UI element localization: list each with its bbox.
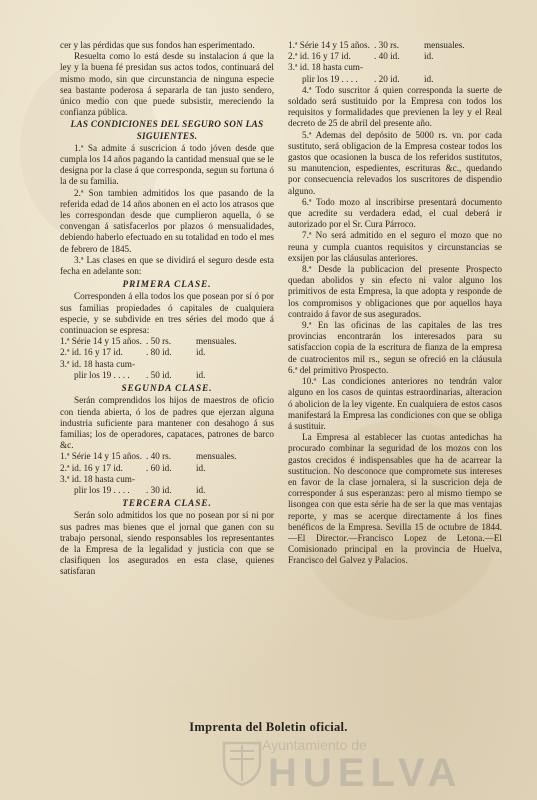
condition-10: 10.ª Las condiciones anteriores no tendrán valor alguno en los casos de quintas estraordinarias, alteracion ó abolicion de la ley vigente. En cualquiera de estos casos manifestará la Empresa las condiciones con que se obliga á sustituir.: [288, 376, 502, 431]
rate-row: plir los 19 . . . . . 50 id. id.: [74, 369, 206, 380]
class-description: Serán comprendidos los hijos de maestros de oficio con tienda abierta, ó los de padres que ejerzan alguna industria suficiente para mantener con desahogo á sus familias; los de operadores, capataces, patrones de barco &c.: [60, 395, 274, 451]
condition-5: 5.ª Ademas del depósito de 5000 rs. vn. por cada sustituto, será obligacion de la Empresa costear todos los gastos que ocasionen la busca de los referidos sustitutos, su manutencion, espedientes, escrituras &c., quedando por consecuencia relevados los suscritores de dispendio alguno.: [288, 129, 502, 196]
paragraph: cer y las pérdidas que sus fondos han esperimentado.: [60, 40, 255, 50]
text-columns: [60, 40, 503, 720]
condition-2: 2.ª Son tambien admitidos los que pasando de la referida edad de 14 años abonen en el acto los atrasos que les correspondan desde que cumplieron aquella, ó se convengan á satisfacerlos por plazos ó mensualidades, debiendo haberlo efectuado en su totalidad en todo el mes de febrero de 1845.: [60, 187, 274, 254]
class-heading: TERCERA CLASE.: [122, 498, 212, 509]
class-description: Serán solo admitidos los que no posean por sí ni por sus padres mas bienes que el jornal que ganen con su trabajo personal, siendo responsables los representantes de la Empresa de la legalidad y justicia con que se clasifiquen los asegurados en esta clase, quienes satisfaran: [60, 510, 274, 577]
condition-1: 1.ª Sa admite á suscricion á todo jóven desde que cumpla los 14 años pagando la cantidad mensual que se le designa por la clase á que corresponda, segun su fortuna ó la de su familia.: [60, 142, 274, 187]
condition-3: 3.ª Las clases en que se dividirá el seguro desde esta fecha en adelante son:: [60, 254, 274, 277]
right-column: [288, 40, 502, 720]
rate-row: 1.ª Série 14 y 15 años. . 30 rs. mensuales.: [288, 40, 465, 50]
condition-4: 4.ª Todo suscritor á quien corresponda la suerte de soldado será sustituido por la Empresa con todos los requisitos y formalidades que previenen la ley y el Real decreto de 25 de abril del presente año.: [288, 84, 502, 129]
watermark-main: HUELVA: [268, 751, 463, 795]
rate-row: 3.ª id. 18 hasta cum-: [288, 62, 363, 73]
rate-table: [60, 336, 274, 381]
rate-table: [60, 451, 274, 496]
rate-row: plir los 19 . . . . . 20 id. id.: [302, 73, 434, 84]
condition-9: 9.ª En las oficinas de las capitales de las tres provincias encontrarán los interesados para su satisfaccion copia de la escritura de fianza de la empresa de cuatrocientos mil rs., segun se ofreció en la cláusula 6.ª del primitivo Prospecto.: [288, 320, 502, 375]
watermark-top: Ayuntamiento de: [262, 737, 367, 753]
rate-row: 3.ª id. 18 hasta cum-: [60, 473, 135, 484]
rate-row: 2.ª id. 16 y 17 id. . 40 id. id.: [288, 51, 434, 62]
rate-row: 2.ª id. 16 y 17 id. . 60 id. id.: [60, 462, 206, 473]
left-column: [60, 40, 274, 720]
rate-row: 2.ª id. 16 y 17 id. . 80 id. id.: [60, 347, 206, 358]
rate-row: 1.ª Série 14 y 15 años. . 50 rs. mensuales.: [60, 336, 237, 347]
rate-table: [288, 40, 502, 85]
closing-paragraph: La Empresa al establecer las cuotas antedichas ha procurado combinar la seguridad de los mozos con los gastos crecidos é indispensables que ha de acarrear la sustitucion. No desconoce que compromete sus intereses en favor de la clase jornalera, si la suscricion deja de corresponder á sus esperanzas: pero al mismo tiempo se lisongea con que esta série ha de ser la que mas ventajas reporte, y mas se acerque directamente á los fines benéficos de la Empresa. Sevilla 15 de octubre de 1844.—El Director.—Francisco Lopez de Letona.—El Comisionado principal en la provincia de Huelva, Francisco del Galvez y Palacios.: [288, 432, 502, 566]
paragraph: Resuelta como lo está desde su instalacion á que la ley y la buena fé presidan sus actos todos, continuará del mismo modo, sin que circunstancia de ninguna especie sea bastante poderosa á separarla de tan justo sendero, único medio con que puede subsistir, mereciendo la confianza pública.: [60, 51, 274, 118]
condition-8: 8.ª Desde la publicacion del presente Prospecto quedan abolidos y sin efecto ni valor alguno los primitivos de esta Empresa, la que adopta y responde de los compromisos y obligaciones que por aquellos haya contraido á favor de sus asegurados.: [288, 264, 502, 319]
condition-7: 7.ª No será admitido en el seguro el mozo que no reuna y cumpla cuantos requisitos y circunstancias se exsijen por las cláusulas anteriores.: [288, 230, 502, 263]
archive-watermark: [220, 737, 520, 795]
rate-row: 1.ª Série 14 y 15 años. . 40 rs. mensuales.: [60, 451, 237, 462]
condition-6: 6.ª Todo mozo al inscribirse presentará documento que acredite su verdadera edad, el cual deberá ir autorizado por el Sr. Cura Párroco.: [288, 196, 502, 230]
class-heading: PRIMERA CLASE.: [122, 279, 212, 290]
section-heading: LAS CONDICIONES DEL SEGURO SON LAS SIGUIENTES.: [70, 119, 264, 141]
printer-imprint: Imprenta del Boletin oficial.: [189, 720, 348, 734]
rate-row: plir los 19 . . . . . 30 id. id.: [74, 484, 206, 495]
coat-of-arms-icon: [220, 737, 264, 787]
class-heading: SEGUNDA CLASE.: [121, 383, 213, 394]
rate-row: 3.ª id. 18 hasta cum-: [60, 358, 135, 369]
class-description: Corresponden á ella todos los que posean por sí ó por sus familias propiedades ó capitales de cualquiera especie, y se subdivide en tres séries del modo que á continuacion se espresa:: [60, 291, 274, 336]
